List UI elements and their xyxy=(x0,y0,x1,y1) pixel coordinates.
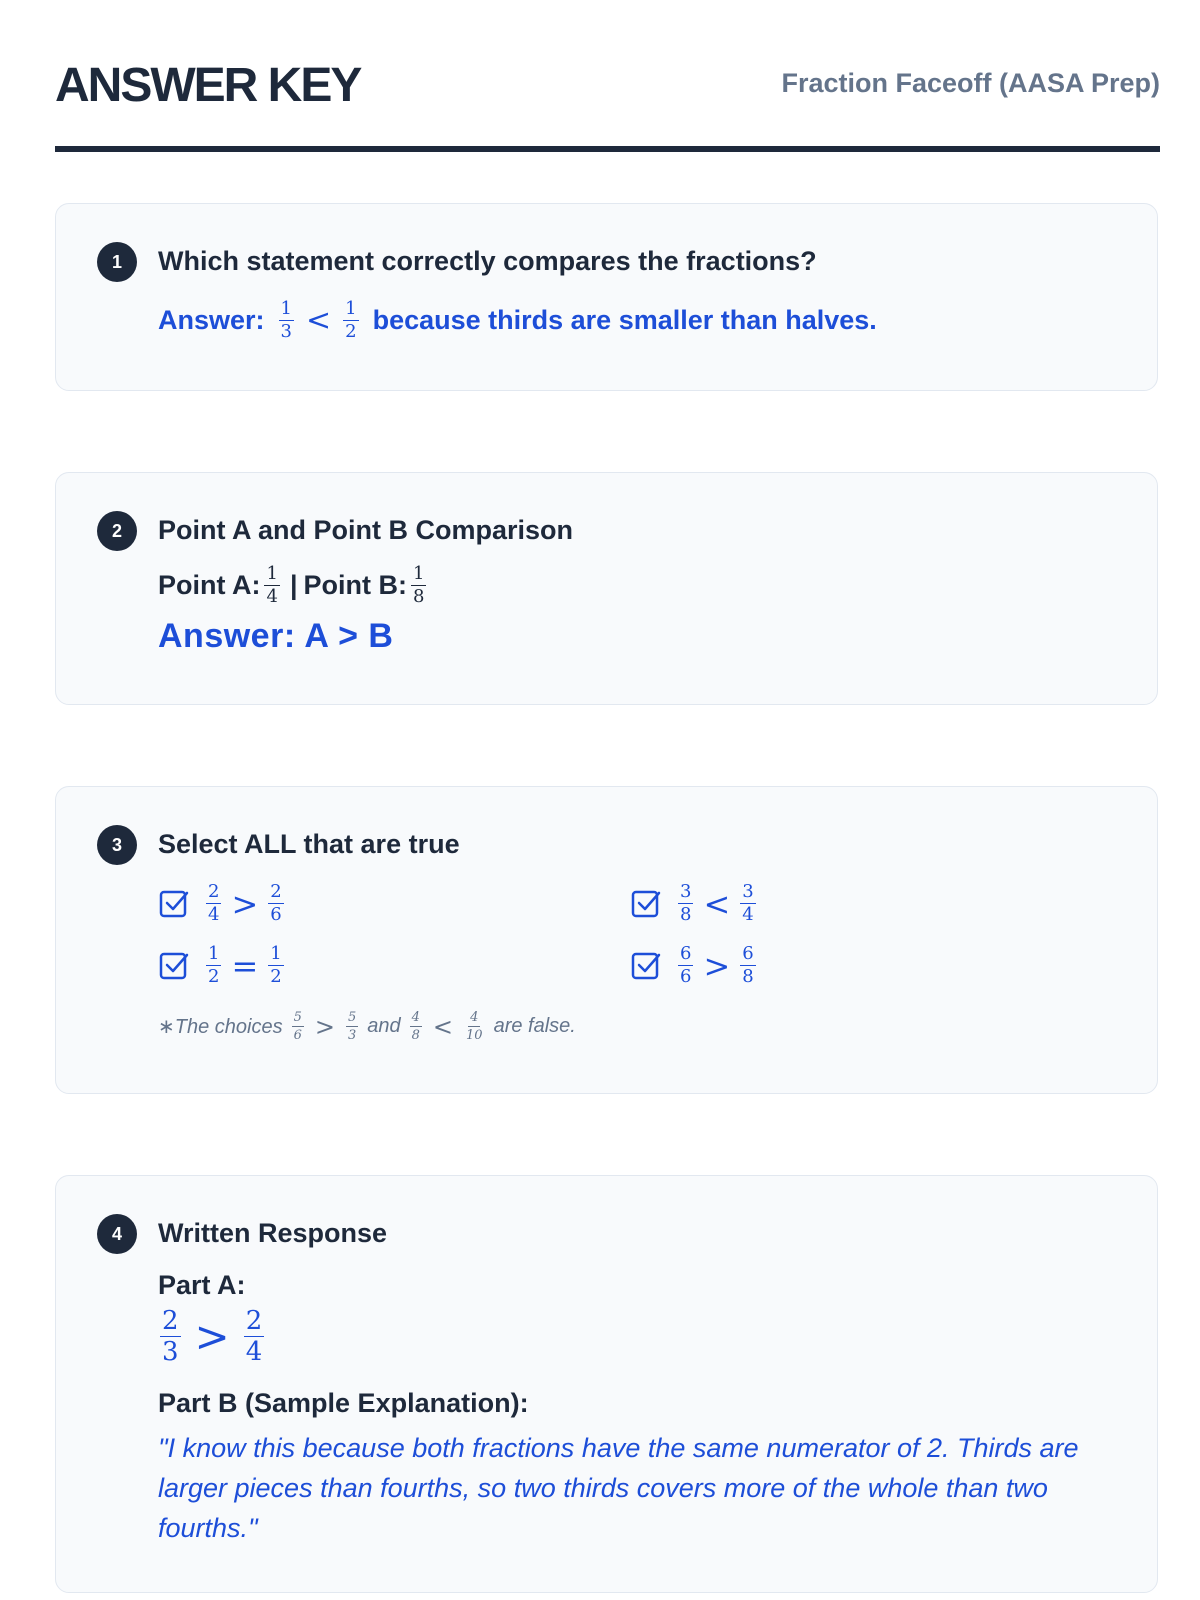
denominator: 6 xyxy=(680,966,692,987)
page-title: ANSWER KEY xyxy=(55,59,361,112)
numerator: 2 xyxy=(270,881,282,902)
fraction xyxy=(206,945,221,986)
question-title: Which statement correctly compares the fractions? xyxy=(158,246,817,276)
question-card-4 xyxy=(55,1175,1158,1593)
answer-option[interactable] xyxy=(630,945,758,986)
denominator: 8 xyxy=(411,1028,420,1043)
denominator: 2 xyxy=(270,966,282,987)
comparison-operator: > xyxy=(703,946,731,985)
denominator: 8 xyxy=(412,586,425,607)
part-a-answer xyxy=(158,1308,266,1365)
point-b-label: Point B: xyxy=(303,570,407,600)
denominator: 4 xyxy=(742,904,754,925)
comparison-operator: > xyxy=(314,1012,335,1041)
fraction xyxy=(160,1308,181,1365)
question-number-badge: 4 xyxy=(97,1214,137,1254)
numerator: 1 xyxy=(345,298,357,319)
fraction xyxy=(740,883,755,924)
fraction xyxy=(244,1308,265,1365)
comparison-operator: > xyxy=(194,1312,230,1361)
page-header xyxy=(55,50,1160,152)
denominator: 10 xyxy=(466,1028,483,1043)
fraction xyxy=(268,883,283,924)
numerator: 2 xyxy=(162,1306,179,1336)
page-subtitle: Fraction Faceoff (AASA Prep) xyxy=(781,68,1160,98)
denominator: 4 xyxy=(208,904,220,925)
comparison-operator: = xyxy=(231,946,259,985)
numerator: 2 xyxy=(208,881,220,902)
answer-line xyxy=(158,300,877,341)
numerator: 6 xyxy=(680,943,692,964)
denominator: 2 xyxy=(208,966,220,987)
denominator: 3 xyxy=(162,1337,179,1367)
denominator: 6 xyxy=(293,1028,302,1043)
comparison-operator: < xyxy=(703,884,731,923)
point-a-label: Point A: xyxy=(158,570,261,600)
fraction xyxy=(292,1011,304,1042)
denominator: 3 xyxy=(347,1028,357,1043)
fraction xyxy=(264,565,279,606)
fraction xyxy=(206,883,221,924)
sample-explanation: "I know this because both fractions have the same numerator of 2. Thirds are larger pieces than fourths, so two thirds covers more of the whole than two fourths." xyxy=(158,1433,1079,1543)
question-card-3 xyxy=(55,786,1158,1094)
numerator: 6 xyxy=(742,943,754,964)
denominator: 4 xyxy=(245,1337,263,1367)
points-line xyxy=(158,565,430,606)
answer-label: Answer: xyxy=(158,305,265,335)
fraction xyxy=(410,1011,422,1042)
comparison-operator: < xyxy=(305,303,332,338)
fraction xyxy=(411,565,426,606)
part-b-label: Part B (Sample Explanation): xyxy=(158,1388,529,1418)
numerator: 4 xyxy=(411,1010,420,1025)
answer-explanation: because thirds are smaller than halves. xyxy=(372,305,877,335)
denominator: 4 xyxy=(266,586,278,607)
numerator: 1 xyxy=(280,298,292,319)
question-title: Written Response xyxy=(158,1218,388,1248)
numerator: 1 xyxy=(270,943,282,964)
numerator: 1 xyxy=(266,563,278,584)
numerator: 5 xyxy=(293,1010,302,1025)
fraction xyxy=(464,1011,485,1042)
question-number-badge: 2 xyxy=(97,511,137,551)
denominator: 3 xyxy=(280,321,292,342)
checkbox-checked-icon[interactable] xyxy=(158,950,190,982)
answer-option[interactable] xyxy=(630,883,758,924)
question-title: Point A and Point B Comparison xyxy=(158,515,573,545)
checkbox-checked-icon[interactable] xyxy=(158,888,190,920)
numerator: 5 xyxy=(347,1010,357,1025)
false-choices-note xyxy=(158,1011,576,1042)
numerator: 4 xyxy=(470,1010,479,1025)
numerator: 3 xyxy=(742,881,754,902)
question-card-1 xyxy=(55,203,1158,391)
checkbox-checked-icon[interactable] xyxy=(630,888,662,920)
fraction xyxy=(740,945,755,986)
note-prefix: ∗The choices xyxy=(158,1016,283,1038)
numerator: 1 xyxy=(208,943,220,964)
answer-line: Answer: A > B xyxy=(158,617,394,655)
comparison-operator: < xyxy=(432,1012,454,1041)
numerator: 3 xyxy=(680,881,692,902)
fraction xyxy=(678,883,693,924)
answer-option[interactable] xyxy=(158,945,286,986)
fraction xyxy=(678,945,693,986)
answer-option[interactable] xyxy=(158,883,286,924)
denominator: 2 xyxy=(345,321,357,342)
checkbox-checked-icon[interactable] xyxy=(630,950,662,982)
fraction xyxy=(268,945,283,986)
denominator: 6 xyxy=(270,904,282,925)
numerator: 1 xyxy=(412,563,425,584)
fraction xyxy=(346,1011,358,1042)
question-number-badge: 3 xyxy=(97,825,137,865)
question-card-2 xyxy=(55,472,1158,705)
denominator: 8 xyxy=(680,904,692,925)
comparison-operator: > xyxy=(231,884,259,923)
note-conjunction: and xyxy=(367,1015,401,1037)
part-a-label: Part A: xyxy=(158,1270,246,1300)
question-number-badge: 1 xyxy=(97,242,137,282)
numerator: 2 xyxy=(245,1306,263,1336)
denominator: 8 xyxy=(742,966,754,987)
separator: | xyxy=(289,570,298,600)
question-title: Select ALL that are true xyxy=(158,829,460,859)
note-suffix: are false. xyxy=(493,1015,576,1037)
fraction xyxy=(343,300,358,341)
fraction xyxy=(279,300,294,341)
